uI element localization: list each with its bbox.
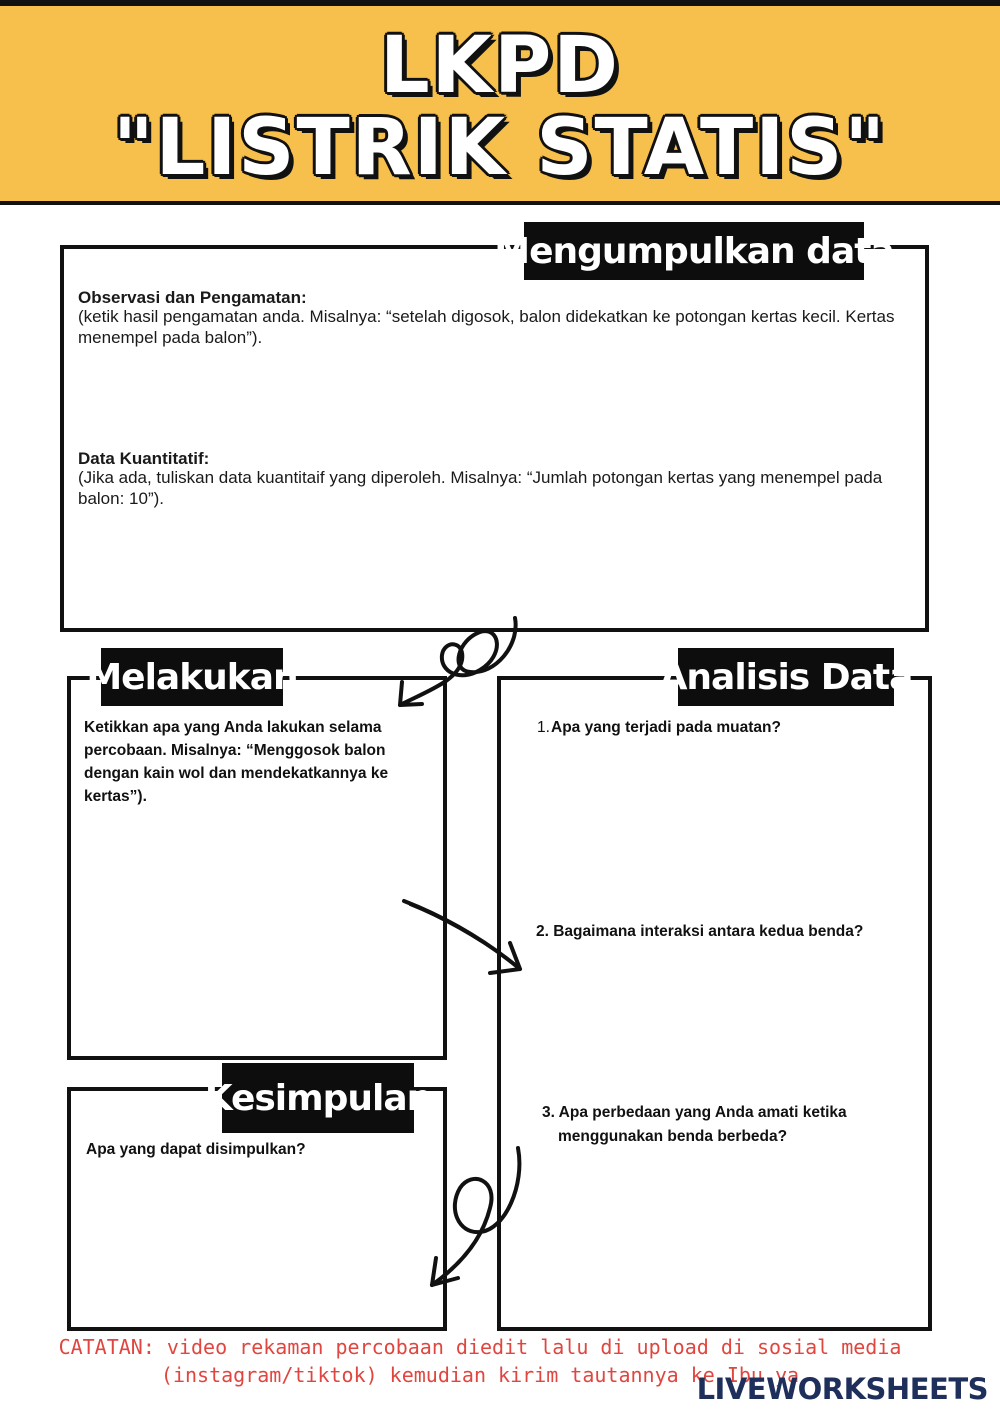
analisis-question-3-line1: 3. Apa perbedaan yang Anda amati ketika xyxy=(542,1104,847,1121)
liveworksheets-logo xyxy=(697,1372,988,1406)
observasi-heading: Observasi dan Pengamatan: xyxy=(78,288,307,307)
observasi-text: (ketik hasil pengamatan anda. Misalnya: “setelah digosok, balon didekatkan ke potongan kertas kecil. Kertas menempel pada balon”). xyxy=(78,307,895,347)
arrow-to-analisis-icon xyxy=(400,895,530,980)
banner-top-border xyxy=(0,0,1000,6)
page-title-line2: "LISTRIK STATIS" xyxy=(112,103,888,193)
analisis-data-tag: Analisis Data xyxy=(678,648,894,706)
loop-arrow-to-melakukan-icon xyxy=(380,610,530,720)
analisis-question-1-number: 1. xyxy=(537,719,550,736)
loop-arrow-to-kesimpulan-icon xyxy=(420,1140,530,1290)
page-title-line1: LKPD xyxy=(379,21,621,111)
kesimpulan-text: Apa yang dapat disimpulkan? xyxy=(86,1141,306,1158)
data-kuantitatif-heading: Data Kuantitatif: xyxy=(78,449,210,468)
melakukan-text: Ketikkan apa yang Anda lakukan selama percobaan. Misalnya: “Menggosok balon dengan kain wol dan mendekatkannya ke kertas”). xyxy=(84,719,389,805)
liveworksheets-text: LIVEWORKSHEETS xyxy=(696,1372,988,1406)
catatan-line1: CATATAN: video rekaman percobaan diedit lalu di upload di sosial media xyxy=(58,1335,902,1359)
kesimpulan-tag: Kesimpulan xyxy=(222,1063,414,1133)
catatan-line2: (instagram/tiktok) kemudian kirim tautannya ke Ibu ya xyxy=(160,1363,800,1387)
melakukan-tag: Melakukan xyxy=(101,648,283,706)
data-kuantitatif-text: (Jika ada, tuliskan data kuantitaif yang diperoleh. Misalnya: “Jumlah potongan kertas yang menempel pada balon: 10”). xyxy=(78,468,883,508)
analisis-data-box[interactable] xyxy=(497,676,932,1331)
analisis-question-2: 2. Bagaimana interaksi antara kedua benda? xyxy=(536,923,864,940)
mengumpulkan-data-tag: Mengumpulkan data xyxy=(524,222,864,280)
analisis-question-3-line2: menggunakan benda berbeda? xyxy=(558,1128,788,1145)
analisis-question-1: Apa yang terjadi pada muatan? xyxy=(551,719,781,736)
header-banner xyxy=(0,0,1000,205)
